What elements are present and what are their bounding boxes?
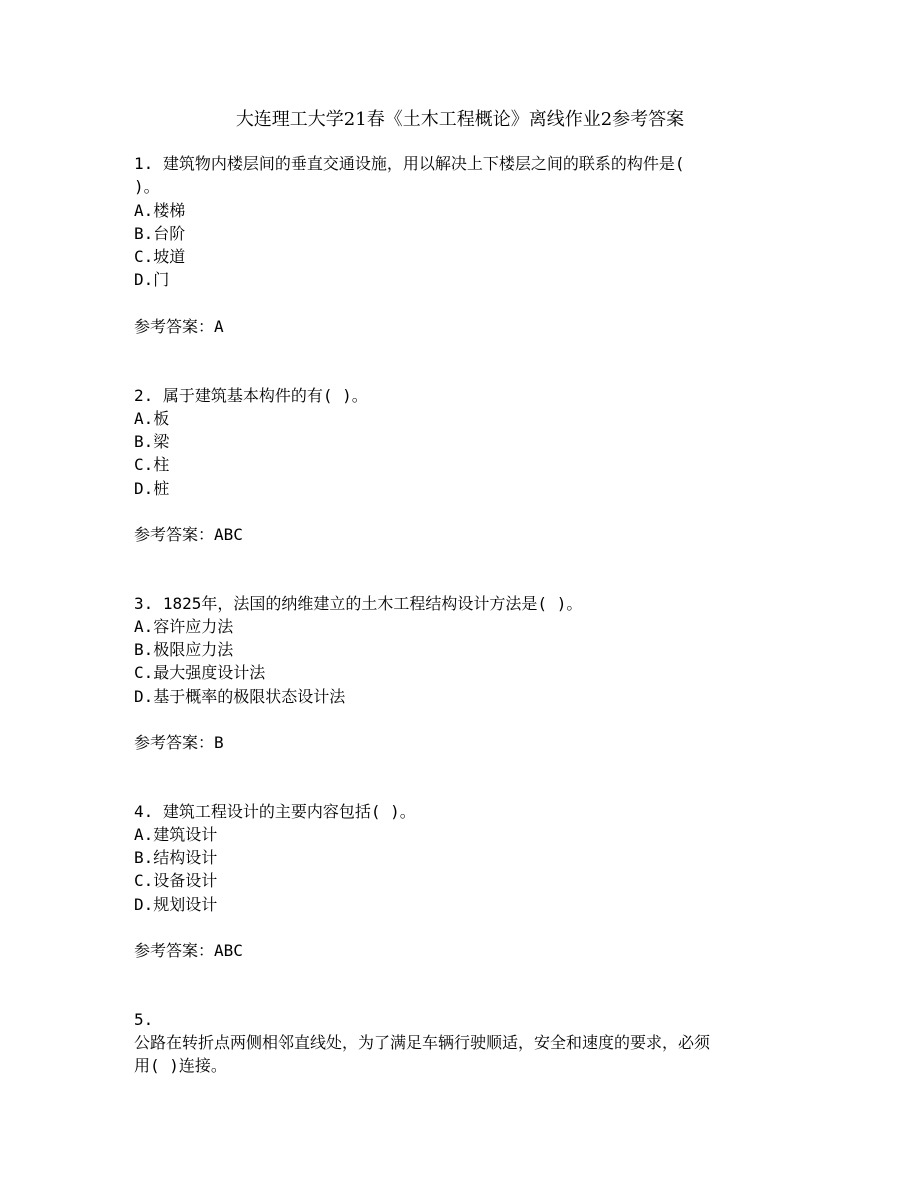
question-2-option-c: C.柱 [134, 455, 170, 474]
question-1-option-a: A.楼梯 [134, 201, 186, 220]
question-4-stem-line-1: 4. 建筑工程设计的主要内容包括( )。 [134, 802, 416, 821]
question-3-option-a: A.容许应力法 [134, 617, 234, 636]
question-3-stem-line-1: 3. 1825年，法国的纳维建立的土木工程结构设计方法是( )。 [134, 594, 583, 613]
question-2-stem-line-1: 2. 属于建筑基本构件的有( )。 [134, 386, 368, 405]
question-1-answer [134, 315, 224, 338]
answer-value: A [214, 317, 224, 336]
question-1-option-d: D.门 [134, 270, 170, 289]
question-2-option-b: B.梁 [134, 432, 170, 451]
question-1-option-c: C.坡道 [134, 247, 186, 266]
question-4-option-c: C.设备设计 [134, 871, 218, 890]
question-3-option-c: C.最大强度设计法 [134, 663, 266, 682]
question-2-option-d: D.桩 [134, 479, 170, 498]
document-title: 大连理工大学21春《土木工程概论》离线作业2参考答案 [235, 109, 685, 130]
question-5-stem-line-2: 用( )连接。 [134, 1056, 227, 1075]
question-1-stem-line-2: )。 [134, 177, 160, 196]
question-2-option-a: A.板 [134, 409, 170, 428]
question-4-option-b: B.结构设计 [134, 848, 218, 867]
question-4-option-a: A.建筑设计 [134, 825, 218, 844]
answer-label: 参考答案： [134, 733, 215, 752]
answer-label: 参考答案： [134, 317, 215, 336]
question-3-option-b: B.极限应力法 [134, 640, 234, 659]
answer-label: 参考答案： [134, 525, 215, 544]
answer-value: ABC [214, 941, 243, 960]
question-4-answer [134, 939, 243, 962]
answer-label: 参考答案： [134, 941, 215, 960]
answer-value: B [214, 733, 224, 752]
question-1-option-b: B.台阶 [134, 224, 186, 243]
question-3-answer [134, 731, 224, 754]
question-1-stem-line-1: 1. 建筑物内楼层间的垂直交通设施，用以解决上下楼层之间的联系的构件是( [134, 154, 685, 173]
question-4-option-d: D.规划设计 [134, 895, 218, 914]
answer-value: ABC [214, 525, 243, 544]
question-5-number: 5. [134, 1010, 154, 1029]
question-2-answer [134, 523, 243, 546]
question-3-option-d: D.基于概率的极限状态设计法 [134, 687, 346, 706]
question-5-stem-line-1: 公路在转折点两侧相邻直线处，为了满足车辆行驶顺适，安全和速度的要求，必须 [134, 1033, 711, 1052]
